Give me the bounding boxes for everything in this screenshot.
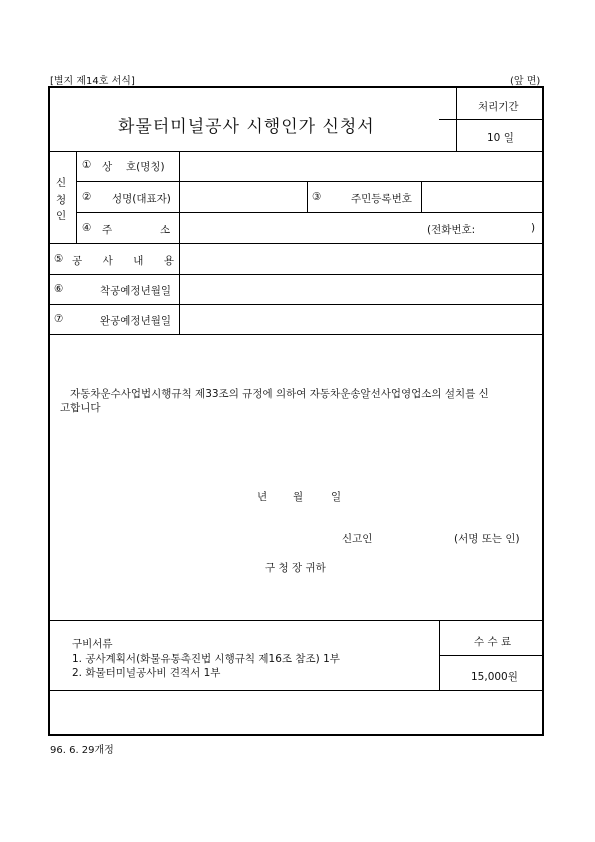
attachment-item: 2. 화물터미널공사비 견적서 1부 (72, 667, 221, 679)
fee-label: 수 수 료 (474, 636, 512, 648)
rrn-field-number: ③ (312, 191, 322, 203)
addr-label-a: 주 (102, 224, 113, 236)
applicant-label-3: 인 (56, 210, 67, 222)
fee-border (439, 620, 440, 690)
applicant-label-2: 청 (56, 194, 67, 206)
phone-close: ) (531, 222, 536, 234)
reporter-signature-field[interactable] (390, 526, 450, 546)
fee-value: 15,000원 (471, 671, 518, 683)
applicant-label-1: 신 (56, 177, 67, 189)
row-divider (50, 690, 542, 691)
start-date-input[interactable] (181, 276, 541, 302)
content-field-number: ⑤ (54, 253, 64, 265)
addr-label-b: 소 (160, 224, 171, 236)
signature-label: (서명 또는 인) (454, 533, 520, 545)
rep-field-number: ② (82, 191, 92, 203)
content-label-char: 용 (163, 255, 174, 267)
date-day: 일 (331, 491, 342, 503)
form-number: [별지 제14호 서식] (50, 76, 135, 87)
processing-label: 처리기간 (478, 101, 519, 113)
addressee: 구 청 장 귀하 (265, 562, 326, 574)
phone-label: (전화번호: (427, 224, 476, 236)
content-label-char: 내 (133, 255, 144, 267)
addr-input[interactable] (181, 214, 441, 241)
start-label: 착공예정년월일 (100, 285, 172, 297)
content-input[interactable] (181, 245, 541, 272)
date-year: 년 (257, 491, 268, 503)
statement-line-2: 고합니다 (60, 402, 101, 414)
application-form (48, 86, 544, 736)
page-side-label: (앞 면) (510, 76, 541, 87)
processing-border (456, 88, 457, 151)
applicant-group-border (76, 151, 77, 243)
reporter-label: 신고인 (342, 533, 373, 545)
content-label-char: 공 (72, 255, 83, 267)
rep-label: 성명(대표자) (112, 193, 171, 205)
end-label: 완공예정년월일 (100, 315, 172, 327)
rrn-label: 주민등록번호 (351, 193, 412, 205)
content-label (72, 253, 174, 268)
row-divider (50, 304, 542, 305)
row-divider (50, 243, 542, 244)
statement-line-1: 자동차운수사업법시행규칙 제33조의 규정에 의하여 자동차운송알선사업영업소의 설치를 신 (70, 388, 489, 400)
attachments-title: 구비서류 (72, 638, 113, 650)
row-divider (76, 181, 542, 182)
name-field-number: ① (82, 159, 92, 171)
name-input[interactable] (181, 153, 541, 180)
processing-value: 10 일 (487, 132, 514, 144)
fee-divider (439, 655, 542, 656)
rrn-input[interactable] (423, 183, 541, 210)
row-divider (76, 212, 542, 213)
row-divider (50, 274, 542, 275)
end-date-input[interactable] (181, 306, 541, 332)
form-title: 화물터미널공사 시행인가 신청서 (118, 117, 375, 137)
name-label-b: 호(명칭) (126, 161, 165, 173)
rep-input[interactable] (181, 183, 305, 210)
row-divider (50, 620, 542, 621)
row-divider (50, 151, 542, 152)
revision-note: 96. 6. 29개정 (50, 745, 114, 756)
rep-divider (307, 181, 308, 212)
addr-field-number: ④ (82, 222, 92, 234)
attachment-item: 1. 공사계획서(화물유통촉진법 시행규칙 제16조 참조) 1부 (72, 653, 340, 665)
rrn-divider (421, 181, 422, 212)
end-field-number: ⑦ (54, 313, 64, 325)
row-divider (50, 334, 542, 335)
start-field-number: ⑥ (54, 283, 64, 295)
content-label-char: 사 (102, 255, 113, 267)
processing-divider (439, 119, 542, 120)
name-label-a: 상 (102, 161, 113, 173)
date-month: 월 (293, 491, 304, 503)
label-column-border (179, 151, 180, 334)
